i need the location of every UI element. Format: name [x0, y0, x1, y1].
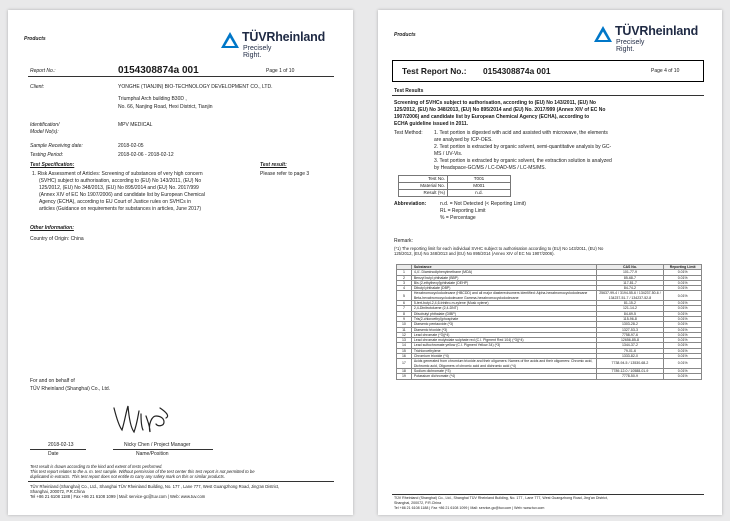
name-line	[113, 449, 213, 450]
brand-tagline: Precisely Right.	[243, 45, 272, 59]
substance-name: Bis (2-ethylhexyl)phthalate (DEHP)	[411, 280, 596, 285]
spec-line: (SVHC) subject to authorisation, according to (EU) No 143/2011, (EU) No	[39, 178, 202, 184]
footer-line: Shanghai, 200072, P.R.China	[30, 489, 85, 494]
spec-line: 125/2012, (EU) No 348/2013, (EU) No 895/2014 and (EU) No. 2017/999	[39, 185, 199, 191]
test-result-label: Test result:	[260, 162, 287, 168]
row-number: 2	[397, 275, 412, 280]
client-address-1: Triumphal Arch building B30D ,	[118, 96, 187, 102]
abbreviation-label: Abbreviation:	[394, 201, 427, 207]
row-number: 10	[397, 322, 412, 327]
substance-name: 2,4-Dinitrotoluene (2,4-DNT)	[411, 306, 596, 311]
column-header: Reporting Limit	[664, 265, 702, 270]
footer-line: Shanghai, 200072, P.R.China	[394, 501, 442, 505]
cas-number: 81-15-2	[596, 301, 664, 306]
reporting-limit: 0.01%	[664, 348, 702, 353]
footer-line: Tel +86 21 6108 1188 | Fax +86 21 6108 1099 | Mail: service-gc@tuv.com | Web: www.tuv.com	[30, 494, 206, 499]
abbreviation-line: n.d. = Not Detected (< Reporting Limit)	[440, 201, 526, 207]
substance-name: Lead sulfochromate yellow (C.I. Pigment Yellow 34) (*3)	[411, 343, 596, 348]
substance-name: Diarsenic trioxide (*3)	[411, 327, 596, 332]
row-number: 12	[397, 332, 412, 337]
remark-line: (*1) The reporting limit for each individual SVHC subject to authorisation according to (EU) No 143/2011, (EU) No	[394, 246, 604, 251]
footer-rule	[392, 494, 704, 495]
table-cell: M001	[448, 183, 511, 190]
reporting-limit: 0.01%	[664, 291, 702, 301]
row-number: 3	[397, 280, 412, 285]
substance-name: Diarsenic pentaoxide (*3)	[411, 322, 596, 327]
name-position-caption: Name/Position	[136, 451, 169, 457]
row-number: 13	[397, 338, 412, 343]
reporting-limit: 0.01%	[664, 316, 702, 321]
reporting-limit: 0.01%	[664, 343, 702, 348]
substance-name: Lead chromate molybdate sulphate red (C.I. Pigment Red 104) (*3)(*4)	[411, 338, 596, 343]
cas-number: 12656-85-8	[596, 338, 664, 343]
reporting-limit: 0.01%	[664, 280, 702, 285]
cas-number: 85-68-7	[596, 275, 664, 280]
products-label: Products	[394, 32, 416, 38]
remark-label: Remark:	[394, 238, 413, 244]
row-number: 7	[397, 306, 412, 311]
reporting-limit: 0.01%	[664, 338, 702, 343]
table-row	[397, 291, 702, 301]
report-no-label: Test Report No.:	[402, 66, 467, 76]
cas-number: 1344-37-2	[596, 343, 664, 348]
row-number: 17	[397, 359, 412, 369]
column-header: CAS No.	[596, 265, 664, 270]
row-number: 1	[397, 270, 412, 275]
row-number: 5	[397, 291, 412, 301]
row-number: 18	[397, 368, 412, 373]
screening-line: 125/2012, (EU) No 348/2013, (EU) No 895/2014 and (EU) No. 2017/999 (Annex XIV of EC No	[394, 107, 606, 113]
reporting-limit: 0.01%	[664, 286, 702, 291]
cas-number: 7789-12-0 / 10588-01-9	[596, 368, 664, 373]
screening-line: ECHA guideline issued in 2011.	[394, 121, 469, 127]
cas-number: 84-69-5	[596, 311, 664, 316]
table-cell: Test No.	[399, 176, 448, 183]
spec-line: articles (Guidance on requirements for substances in articles, June 2017)	[39, 206, 202, 212]
sign-date: 2018-02-13	[48, 442, 74, 448]
model-label: Model No(s):	[30, 129, 59, 135]
table-row	[397, 374, 702, 379]
row-number: 16	[397, 354, 412, 359]
spec-line: (Annex XIV of EC No 1907/2006) and candidate list by European Chemical	[39, 192, 205, 198]
method-item: MS / UV-Vis.	[434, 151, 463, 157]
substance-name: Diisobutyl phthalate (DIBP)	[411, 311, 596, 316]
substance-name: 5-tert-butyl-2,4,6-trinitro-m-xylene (Musk xylene)	[411, 301, 596, 306]
country-of-origin: Country of Origin: China	[30, 236, 84, 242]
column-header: Substance	[411, 265, 596, 270]
method-item: 3. Test portion is extracted by organic solvent, the extraction solution is analyzed	[434, 158, 612, 164]
cas-number: 25637-99-4 / 3194-55-6 / 134237-50-6 / 134237-51-7 / 134237-52-8	[596, 291, 664, 301]
cas-number: 7738-94-5 / 13530-68-2	[596, 359, 664, 369]
identification-value: MPV MEDICAL	[118, 122, 153, 128]
report-page-4	[378, 10, 722, 515]
test-result-value: Please refer to page 3	[260, 171, 310, 177]
substance-name: Acids generated from chromium trioxide and their oligomers: Names of the acids and their oligomers: Chromic acid, Dichromic acid, Oligomers of chromic acid and dichromic acid (*4)	[411, 359, 596, 369]
substance-name: Potassium dichromate (*4)	[411, 374, 596, 379]
screening-line: Screening of SVHCs subject to authorisation, according to (EU) No 143/2011, (EU) No	[394, 100, 596, 106]
cas-number: 115-96-8	[596, 316, 664, 321]
reporting-limit: 0.01%	[664, 374, 702, 379]
cas-number: 121-14-2	[596, 306, 664, 311]
products-label: Products	[24, 36, 46, 42]
tuv-triangle-icon	[594, 26, 612, 42]
abbreviation-line: RL = Reporting Limit	[440, 208, 486, 214]
test-summary-table	[398, 175, 511, 197]
footer-line: TÜV Rheinland (Shanghai) Co., Ltd., Shanghai TÜV Rheinland Building, No. 177 , Lane 777, West Guangzhong Road, Jing'an District,	[394, 496, 608, 500]
row-number: 19	[397, 374, 412, 379]
client-name: YONGHE (TIANJIN) BIO-TECHNOLOGY DEVELOPMENT CO., LTD.	[118, 84, 273, 90]
table-row	[399, 183, 511, 190]
report-number-box	[392, 60, 704, 82]
spec-line: 1. Risk Assessment of Articles: Screening of substances of very high concern	[32, 171, 203, 177]
reporting-limit: 0.01%	[664, 311, 702, 316]
footer-line: Tel +86 21 6108 1188 | Fax +86 21 6108 1099 | Mail: service-gc@tuv.com | Web: www.tuv.com	[394, 506, 545, 510]
row-number: 4	[397, 286, 412, 291]
behalf-line-2: TÜV Rheinland (Shanghai) Co., Ltd.	[30, 386, 111, 392]
reporting-limit: 0.01%	[664, 301, 702, 306]
reporting-limit: 0.01%	[664, 327, 702, 332]
client-address-2: No. 66, Nanjing Road, Hexi District, Tianjin	[118, 104, 213, 110]
method-item: 2. Test portion is extracted by organic solvent, semi-quantitative analysis by GC-	[434, 144, 612, 150]
client-label: Client:	[30, 84, 45, 90]
page-info: Page 4 of 10	[651, 68, 680, 74]
other-info-label: Other Information:	[30, 225, 74, 231]
substance-name: Dibutyl phthalate (DBP)	[411, 286, 596, 291]
table-row	[397, 359, 702, 369]
substance-name: Chromium trioxide (*4)	[411, 354, 596, 359]
behalf-line-1: For and on behalf of	[30, 378, 75, 384]
table-row	[399, 190, 511, 197]
reporting-limit: 0.01%	[664, 322, 702, 327]
test-method-label: Test Method:	[394, 130, 423, 136]
substance-name: Lead chromate (*3)(*4)	[411, 332, 596, 337]
cas-number: 79-01-6	[596, 348, 664, 353]
spec-line: Agency (ECHA), according to EU Court of Justice rules on SVHCs in	[39, 199, 192, 205]
reporting-limit: 0.01%	[664, 359, 702, 369]
reporting-limit: 0.01%	[664, 275, 702, 280]
report-no-label: Report No.:	[30, 68, 56, 74]
reporting-limit: 0.01%	[664, 332, 702, 337]
cas-number: 7778-50-9	[596, 374, 664, 379]
section-rule	[392, 95, 704, 96]
table-cell: T001	[448, 176, 511, 183]
cas-number: 7758-97-6	[596, 332, 664, 337]
test-spec-label: Test Specification:	[30, 162, 75, 168]
section-title: Test Results	[394, 88, 424, 94]
substance-name: Trichloroethylene	[411, 348, 596, 353]
screening-line: 1907/2006) and candidate list by European Chemical Agency (ECHA), according to	[394, 114, 590, 120]
substance-name: Hexabromocyclododecane (HBCDD) and all major diastereoisomers identified: Alpha-hexabromocyclododecane Beta-hexabromocyclododecane Gamma-hexabromocyclododecane	[411, 291, 596, 301]
row-number: 8	[397, 311, 412, 316]
header-rule	[28, 76, 334, 77]
date-caption: Date	[48, 451, 59, 457]
table-cell: n.d.	[448, 190, 511, 197]
remark-line: 125/2012, (EU) No 348/2013 and (EU) No 895/2014 (Annex XIV of EC No 1907/2006).	[394, 251, 555, 256]
cas-number: 1333-82-0	[596, 354, 664, 359]
date-line	[30, 449, 86, 450]
substance-name: Tris(2-chloroethyl)phosphate	[411, 316, 596, 321]
receiving-date-value: 2018-02-05	[118, 143, 144, 149]
report-page-1	[8, 10, 353, 515]
tuv-triangle-icon	[221, 32, 239, 48]
row-number: 9	[397, 316, 412, 321]
method-item: by Headspace-GC/MS / LC-DAD-MS / LC-MS/MS.	[434, 165, 546, 171]
substance-table	[396, 264, 702, 380]
brand-tagline: Precisely Right.	[616, 39, 645, 53]
brand-name: TÜVRheinland	[615, 24, 699, 38]
cas-number: 1303-28-2	[596, 322, 664, 327]
disclaimer-line: Test result is drawn according to the kind and extent of tests performed.	[30, 464, 163, 469]
signature-image	[110, 402, 174, 438]
reporting-limit: 0.01%	[664, 270, 702, 275]
brand-name: TÜVRheinland	[242, 30, 326, 44]
footer-line: TÜV Rheinland (Shanghai) Co., Ltd., Shanghai TÜV Rheinland Building, No. 177 , Lane 777, West Guangzhong Road, Jing'an District,	[30, 484, 280, 489]
testing-period-value: 2018-02-06 - 2018-02-12	[118, 152, 174, 158]
cas-number: 84-74-2	[596, 286, 664, 291]
row-number: 11	[397, 327, 412, 332]
table-cell: Result (%)	[399, 190, 448, 197]
row-number: 6	[397, 301, 412, 306]
identification-label: Identification/	[30, 122, 60, 128]
reporting-limit: 0.01%	[664, 306, 702, 311]
reporting-limit: 0.01%	[664, 368, 702, 373]
substance-name: Sodium dichromate (*3)	[411, 368, 596, 373]
page-info: Page 1 of 10	[266, 68, 295, 74]
disclaimer-line: duplicated in extracts. This test report does not entitle to carry any safety mark on this or similar products.	[30, 474, 226, 479]
disclaimer-line: This test report relates to the a. m. test sample. Without permission of the test center this test report is not permitted to be	[30, 469, 255, 474]
abbreviation-line: % = Percentage	[440, 215, 476, 221]
table-row	[399, 176, 511, 183]
substance-name: 4,4'- Diaminodiphenylmethane (MDA)	[411, 270, 596, 275]
cas-number: 117-81-7	[596, 280, 664, 285]
report-number: 0154308874a 001	[483, 66, 551, 76]
cas-number: 101-77-9	[596, 270, 664, 275]
reporting-limit: 0.01%	[664, 354, 702, 359]
method-item: 1. Test portion is digested with acid and assisted with microwave, the elements	[434, 130, 608, 136]
row-number: 14	[397, 343, 412, 348]
report-number: 0154308874a 001	[118, 65, 199, 76]
table-cell: Material No.	[399, 183, 448, 190]
cas-number: 1327-53-3	[596, 327, 664, 332]
receiving-date-label: Sample Receiving date:	[30, 143, 83, 149]
signer-name: Nicky Chen / Project Manager	[124, 442, 191, 448]
footer-rule	[28, 481, 334, 482]
substance-name: Benzyl butyl phthalate (BBP)	[411, 275, 596, 280]
method-item: are analysed by ICP-OES.	[434, 137, 493, 143]
testing-period-label: Testing Period:	[30, 152, 64, 158]
row-number: 15	[397, 348, 412, 353]
